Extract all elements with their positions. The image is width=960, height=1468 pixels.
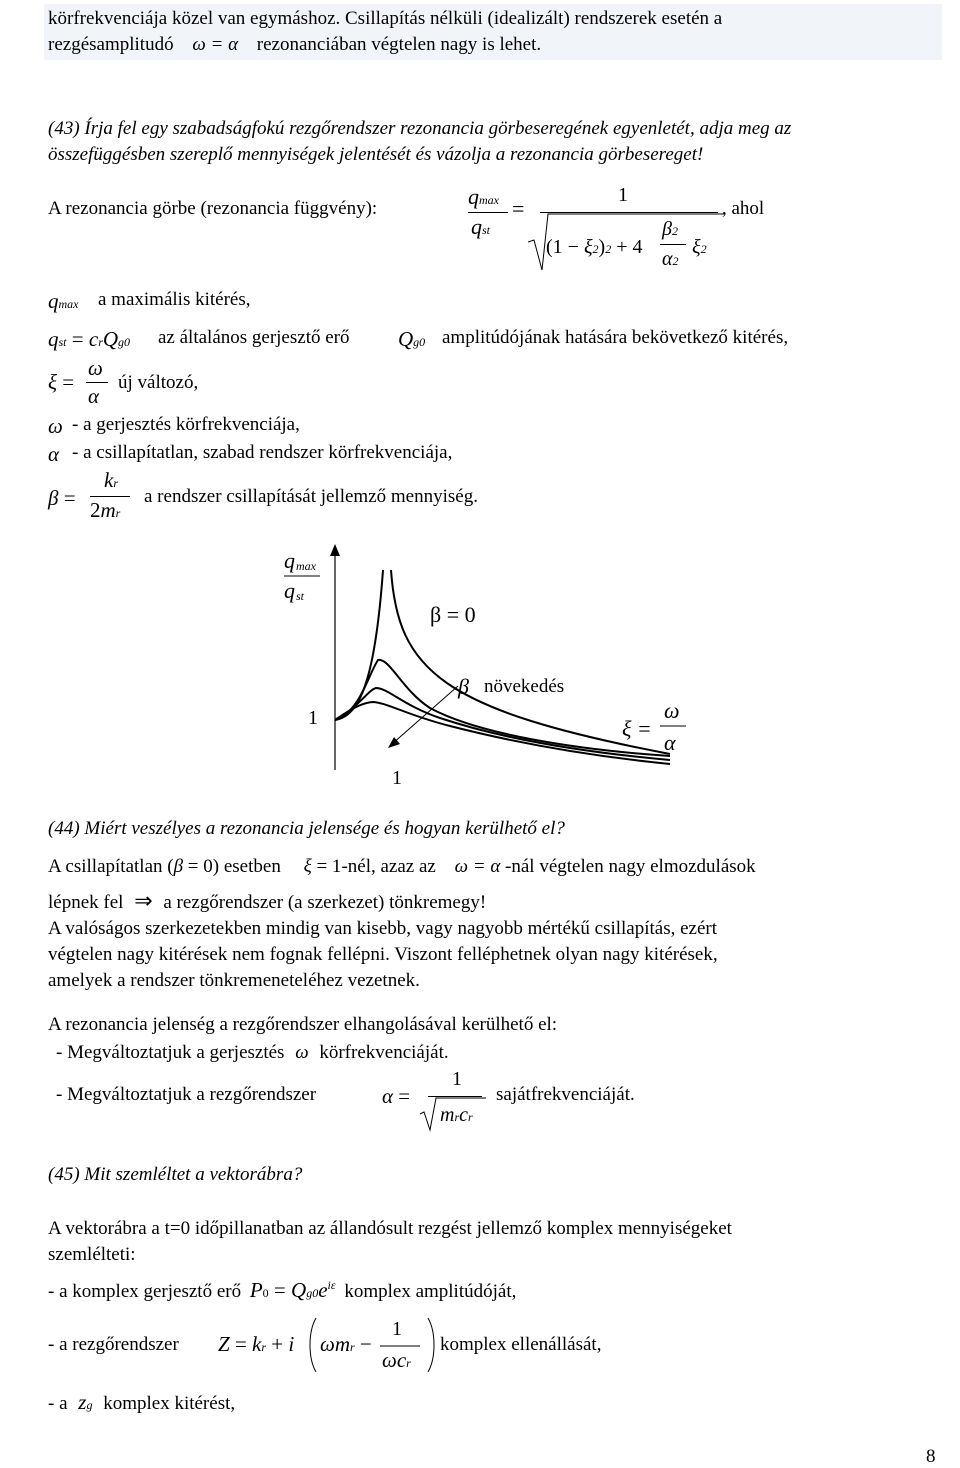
graph-y-qmax-sub: max <box>296 559 316 573</box>
q44-p2-l1: A valóságos szerkezetekben mindig van kisebb, vagy nagyobb mértékű csillapítás, ezért <box>48 918 718 939</box>
intro-line-1: körfrekvenciája közel van egymáshoz. Csillapítás nélküli (idealizált) rendszerek esetén a <box>48 8 723 29</box>
q44-p3: A rezonancia jelenség a rezgőrendszer elhangolásával kerülhető el: <box>48 1014 558 1035</box>
beta-symbol: β = <box>48 486 76 510</box>
beta-alpha-line <box>660 244 686 245</box>
def-qst-a: az általános gerjesztő erő <box>158 327 350 348</box>
graph-y-qmax: q <box>284 548 295 573</box>
graph-y-qst-sub: st <box>296 589 305 603</box>
alpha-one: 1 <box>452 1068 462 1090</box>
alpha-eq: α = <box>382 1084 411 1108</box>
qst-formula: qst = crQg0 <box>48 327 131 351</box>
q45-bullet-1: - a komplex gerjesztő erő $P0 = Qg0e^{i\varepsilon}$ komplex amplitúdóját, <box>48 1278 517 1302</box>
q44-b2-a: - Megváltoztatjuk a rezgőrendszer <box>56 1084 317 1105</box>
qmax-symbol: qmax <box>48 289 79 313</box>
denominator: (1 − ξ2)2 + 4 <box>546 236 643 258</box>
q45-b3-b: komplex kitérést, <box>103 1393 236 1414</box>
q44-p1-b: ) esetben <box>212 856 281 877</box>
label-novekedes: növekedés <box>484 676 565 697</box>
impedance-formula: Z = kr + i <box>218 1332 295 1356</box>
q43-title-2: összefüggésben szereplő mennyiségek jelentését és vázolja a rezonancia görbesereget! <box>48 144 704 165</box>
def-beta: a rendszer csillapítását jellemző mennyiség. <box>144 486 478 507</box>
formula-intro: A rezonancia görbe (rezonancia függvény): <box>48 198 378 219</box>
label-alpha: α <box>664 730 676 755</box>
numerator-one: 1 <box>618 184 628 206</box>
q45-title: (45) Mit szemléltet a vektorábra? <box>48 1164 303 1185</box>
alpha-squared: α2 <box>662 248 679 270</box>
q44-p1-c: -nél, azaz az <box>341 856 436 877</box>
q44-b1-a: - Megváltoztatjuk a gerjesztés <box>56 1042 285 1063</box>
formula-qst: qst <box>471 214 491 239</box>
omega-symbol: ω <box>48 414 63 438</box>
resonance-graph <box>280 540 700 800</box>
intro-math: ω = α <box>192 34 239 55</box>
def-xi: új változó, <box>118 372 199 393</box>
def-omega: - a gerjesztés körfrekvenciája, <box>72 414 300 435</box>
q45-b1-a: - a komplex gerjesztő erő <box>48 1281 242 1302</box>
curve-damped-1 <box>335 660 670 756</box>
q45-b2-a: - a rezgőrendszer <box>48 1334 179 1355</box>
def-alpha: - a csillapítatlan, szabad rendszer körfrekvenciája, <box>72 442 453 463</box>
q44-p1-line2: lépnek fel ⇒ a rezgőrendszer (a szerkezet) tönkremegy! <box>48 888 487 913</box>
q44-p1-line2b: a rezgőrendszer (a szerkezet) tönkremegy! <box>163 892 487 913</box>
ahol-text: , ahol <box>722 198 765 219</box>
label-omega: ω <box>664 698 680 723</box>
q44-p1-a: A csillapítatlan ( <box>48 856 174 877</box>
intro-line-2-end: rezonanciában végtelen nagy is lehet. <box>256 34 542 55</box>
q45-b3-a: - a <box>48 1393 68 1414</box>
q45-p1-l1: A vektorábra a t=0 időpillanatban az állandósult rezgést jellemző komplex mennyiségeket <box>48 1218 732 1239</box>
q45-bullet-2 <box>48 1334 179 1356</box>
formula-qmax: qmax <box>468 184 499 209</box>
q43-title-1: (43) Írja fel egy szabadságfokú rezgőrendszer rezonancia görbeseregének egyenletét, adja meg az <box>48 118 792 139</box>
q44-b1-b: körfrekvenciáját. <box>319 1042 449 1063</box>
beta-squared: β2 <box>662 218 678 240</box>
impedance-one: 1 <box>392 1318 402 1340</box>
beta-frac-line <box>90 496 130 497</box>
label-beta: β <box>458 674 469 699</box>
intro-line-2-text: rezgésamplitudó <box>48 34 174 55</box>
q44-p1-d: -nál végtelen nagy elmozdulások <box>505 856 756 877</box>
growth-arrow-line <box>392 686 458 744</box>
curve-damped-2 <box>335 688 670 760</box>
q44-bullet-1: - Megváltoztatjuk a gerjesztés ω körfrekvenciáját. <box>56 1042 449 1063</box>
q44-p2-l2: végtelen nagy kitérések nem fognak fellépni. Viszont felléphetnek olyan nagy kitérések, <box>48 944 718 965</box>
y-axis-arrow <box>330 544 340 556</box>
alpha-symbol: α <box>48 442 60 466</box>
impedance-omega-m: ωmr − <box>320 1332 372 1356</box>
q44-p1-line2a: lépnek fel <box>48 892 124 913</box>
q45-p1-l2: szemlélteti: <box>48 1244 136 1265</box>
q45-b2-b: komplex ellenállását, <box>440 1334 602 1355</box>
intro-line-2 <box>48 34 541 56</box>
label-xi: ξ = <box>622 716 652 741</box>
beta-kr: kr <box>104 468 118 492</box>
xi-squared: ξ2 <box>692 236 707 258</box>
equals-sign: = <box>512 196 525 221</box>
q44-title: (44) Miért veszélyes a rezonancia jelensége és hogyan kerülhető el? <box>48 818 565 839</box>
page-number: 8 <box>926 1446 936 1467</box>
label-x-one: 1 <box>392 767 402 789</box>
q45-bullet-3: - a zg komplex kitérést, <box>48 1390 236 1414</box>
fraction-line-left <box>468 212 508 213</box>
xi-symbol: ξ = <box>48 370 75 394</box>
qg0-symbol: Qg0 <box>398 327 426 351</box>
beta-2mr: 2mr <box>90 498 121 522</box>
def-qst-b: amplitúdójának hatására bekövetkező kitérés, <box>442 327 789 348</box>
xi-frac-line <box>86 382 108 383</box>
q44-b2-b: sajátfrekvenciáját. <box>496 1084 635 1105</box>
q44-bullet-2 <box>56 1084 316 1106</box>
q45-b1-b: komplex amplitúdóját, <box>344 1281 517 1302</box>
impedance-omega-c: ωcr <box>382 1348 411 1372</box>
def-qmax: a maximális kitérés, <box>98 289 251 310</box>
q44-p1-line1: A csillapítatlan (β = 0) esetben ξ = 1-nél, azaz az ω = α -nál végtelen nagy elmozdulások <box>48 856 756 877</box>
xi-alpha: α <box>88 384 100 408</box>
label-beta-zero: β = 0 <box>430 602 476 627</box>
xi-omega: ω <box>88 356 103 380</box>
alpha-mrcr: mrcr <box>440 1104 473 1126</box>
q44-p2-l3: amelyek a rendszer tönkremeneteléhez vezetnek. <box>48 970 420 991</box>
graph-y-qst: q <box>284 578 295 603</box>
label-y-one: 1 <box>308 707 318 729</box>
